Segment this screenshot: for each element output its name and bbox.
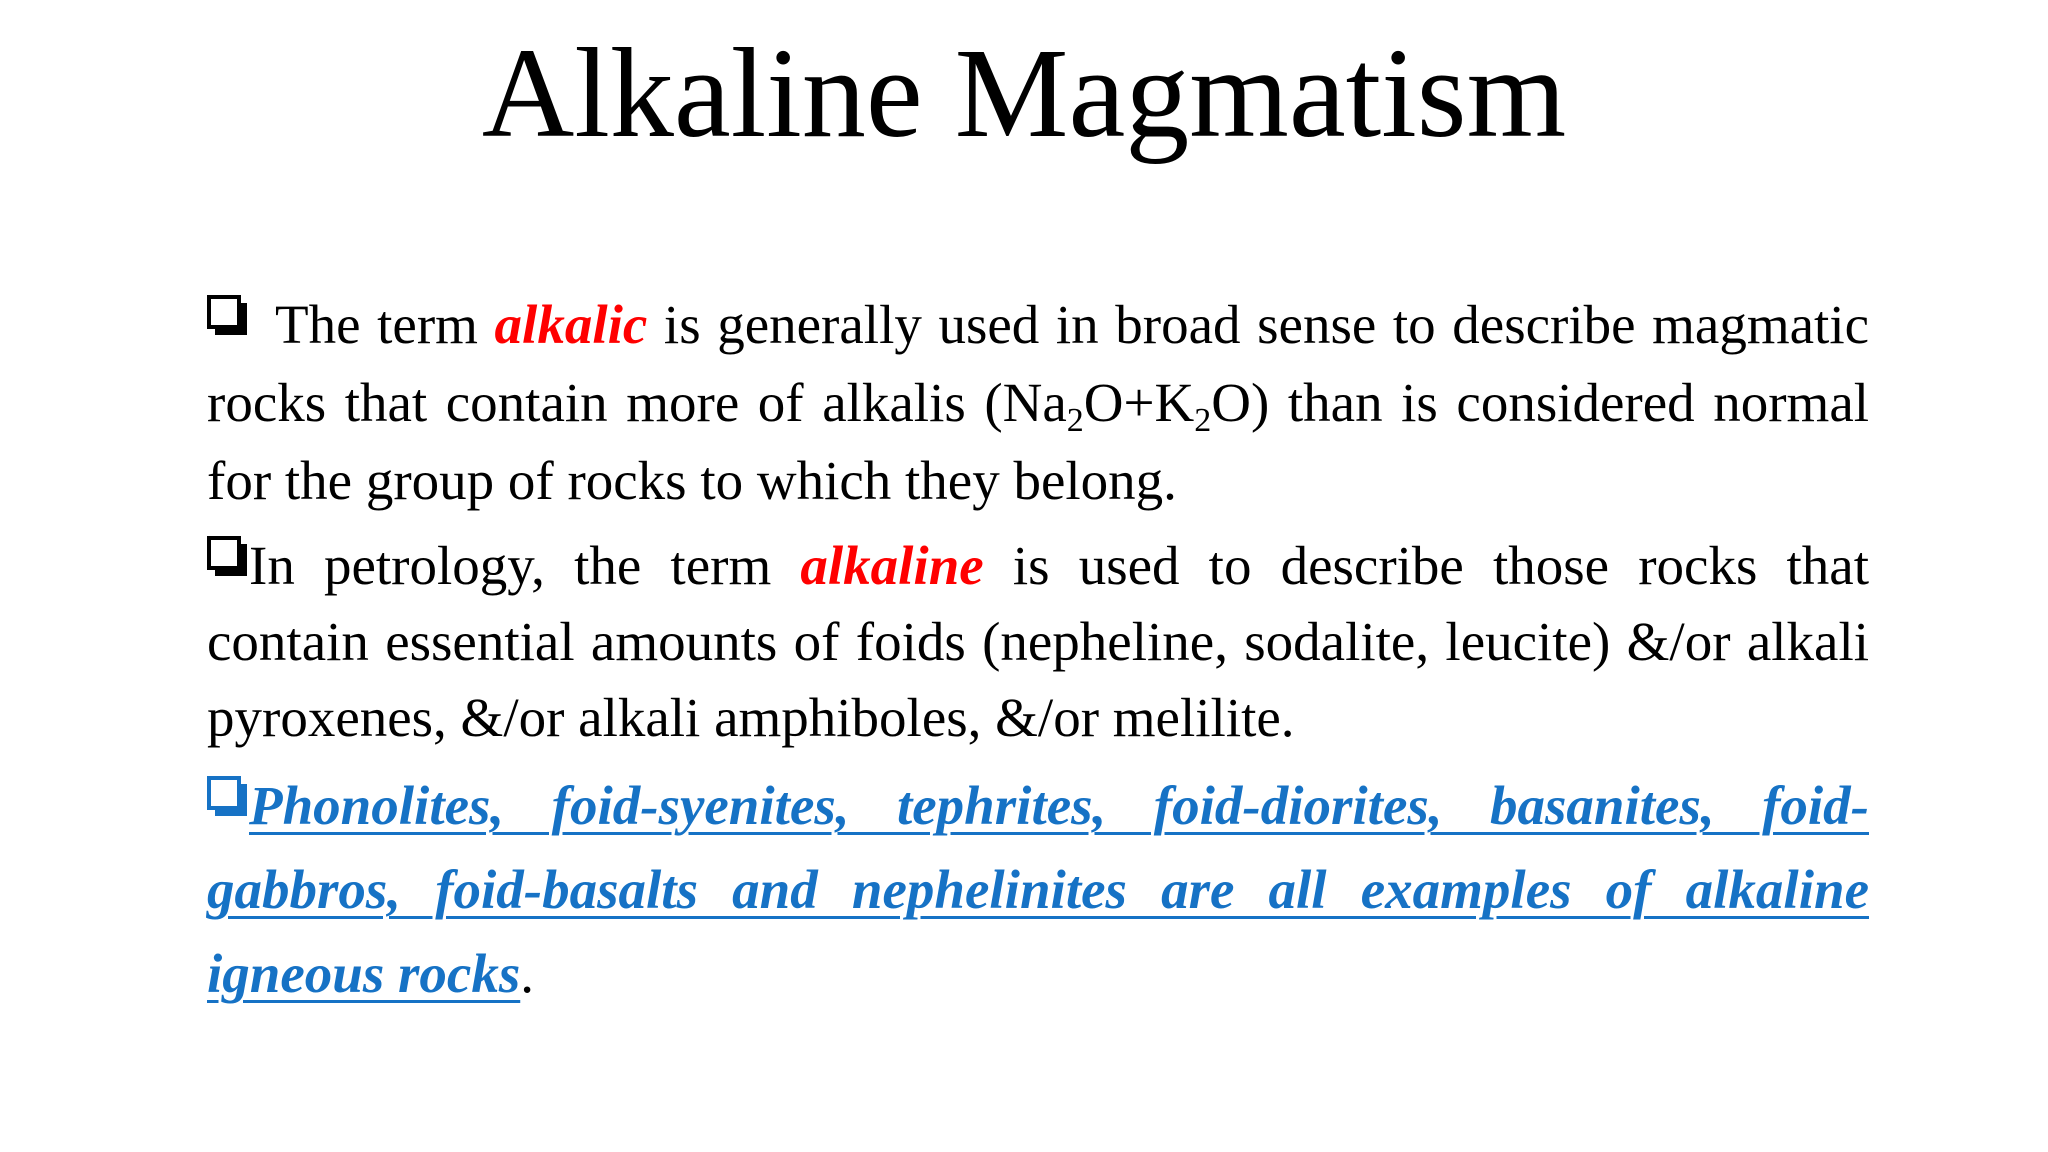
subscript-2-na: 2 — [1066, 402, 1084, 439]
bullet-alkalic — [207, 286, 1869, 520]
subscript-2-k: 2 — [1194, 402, 1212, 439]
examples-link-text[interactable]: Phonolites, foid-syenites, tephrites, foid-diorites, basanites, foid-gabbros, foid-basalts and nephelinites are all examples of alkaline igneous rocks — [207, 775, 1869, 1004]
slide-title: Alkaline Magmatism — [481, 22, 1567, 164]
bullet-alkalic-intro: The term — [275, 294, 495, 355]
examples-period: . — [520, 943, 534, 1004]
shadowed-box-icon — [207, 776, 241, 810]
shadowed-box-icon — [207, 295, 241, 329]
bullet-alkalic-formula-mid: O+K — [1083, 372, 1195, 433]
bullet-alkalic-text-b: O) than is considered normal for the group of rocks to which they belong. — [207, 372, 1870, 511]
bullet-alkaline — [207, 528, 1869, 756]
slide-body — [207, 286, 1869, 1016]
shadowed-box-icon — [207, 536, 241, 570]
term-alkalic: alkalic — [494, 294, 648, 355]
bullet-alkaline-intro: In petrology, the term — [249, 535, 801, 596]
bullet-alkalic-text-a: is generally used in broad sense to describe magmatic rocks that contain more of alkalis (Na — [207, 294, 1870, 433]
term-alkaline: alkaline — [800, 535, 984, 596]
bullet-alkaline-text: is used to describe those rocks that contain essential amounts of foids (nepheline, sodalite, leucite) &/or alkali pyroxenes, &/or alkali amphiboles, &/or melilite. — [207, 535, 1869, 748]
bullet-examples — [207, 764, 1869, 1016]
